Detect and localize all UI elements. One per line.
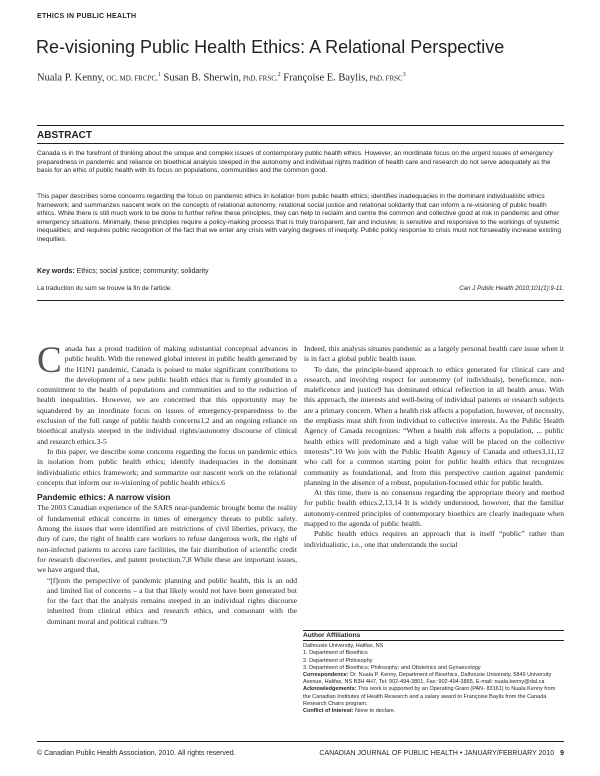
- coi-label: Conflict of Interest:: [303, 708, 354, 715]
- author-1-name: Nuala P. Kenny,: [37, 72, 105, 84]
- copyright: © Canadian Public Health Association, 2010. All rights reserved.: [37, 750, 236, 757]
- section-tag: ETHICS IN PUBLIC HEALTH: [37, 13, 137, 20]
- correspondence-text: Dr. Nuala P. Kenny, Department of Bioethics, Dalhousie University, 5849 University Avenue, Halifax, NS B3H 4H7, Tel: 902-494-3801, Fax: 902-494-3865, E-mail: nuala.kenny@dal.ca: [303, 672, 552, 686]
- body-paragraph: To date, the principle-based approach to ethics generated for clinical care and research, and involving respect for autonomy (of individuals), beneficence, non-maleficence and justice9 has dominated ethical reflection in all health areas. With this approach, the interests and well-being of individual patients or research subjects are a primary concern. When a health risk affects a population, however, of necessity, the emphasis must shift from individual to collective interests. As the Public Health Agency of Canada recognizes: “When a health risk affects a population, ... public health ethics will predominate and a high value will be placed on the collective interests”.10 We join with the Public Health Agency of Canada and others3,11,12 who call for a common starting point for public health ethics that recognizes community as foundational, and from this perspective caution against pandemic planning in the absence of a robust, population-focused ethic for public health.: [304, 364, 564, 487]
- journal-citation: Can J Public Health 2010;101(1):9-11.: [459, 285, 564, 292]
- section-heading-pandemic-ethics: Pandemic ethics: A narrow vision: [37, 492, 171, 503]
- footer-rule: [37, 741, 564, 742]
- acknowledgements-text: This work is supported by an Operating Grant (PAN- 83161) to Nuala Kenny from the Canadian Institutes of Health Research and a salary award to Françoise Baylis from the Canada Research Chairs program.: [303, 686, 556, 707]
- author-3-credentials: PhD, FRSC: [367, 74, 403, 83]
- article-title: Re-visioning Public Health Ethics: A Relational Perspective: [36, 37, 505, 57]
- translation-note: La traduction du sum se trouve la fin de l'article.: [37, 285, 173, 292]
- correspondence-label: Correspondence:: [303, 672, 349, 679]
- author-1-credentials: OC, MD, FRCPC,: [104, 74, 158, 83]
- journal-footer: [319, 750, 564, 757]
- conflict-of-interest: [303, 708, 564, 715]
- body-paragraph: The 2003 Canadian experience of the SARS near-pandemic brought home the reality of fundamental ethical concerns in times of emergency threats to public safety. Among the issues that were identified are restrictions of civil liberties, privacy, the duty of care, the right of health care workers to refuse dangerous work, the right of non-infected patients to access care facilities, the fair distribution of scientific credit for research discoveries, and patent protection.7,8 While these are important issues, we have argued that,: [37, 503, 297, 575]
- abstract-top-rule: [37, 125, 564, 126]
- body-paragraph: In this paper, we describe some concerns regarding the focus on pandemic ethics in isolation from public health ethics; identify inadequacies in the dominant individualistic ethics framework; and summarize our nascent work on the relational concepts that inform our re-visioning of public health ethics.6: [37, 446, 297, 487]
- block-quote: “[f]rom the perspective of pandemic planning and public health, this is an odd and limited list of concerns – a list that likely would not have been generated but for the fact that the analysis remains steeped in an individual rights discourse inherited from clinical ethics and research ethics, and consonant with the dominant moral and political culture.”9: [47, 575, 297, 626]
- intro-paragraph: [37, 340, 297, 447]
- keywords: [37, 268, 209, 275]
- left-column: [37, 340, 297, 627]
- intro-text: anada has a proud tradition of making substantial conceptual advances in public health. With the renewed global interest in public health generated by the H1N1 pandemic, Canada is poised to make significant contributions to the development of a new public health ethics that is firmly grounded in a commitment to the health of populations and communities and to the reduction of health inequalities. However, we are concerned that this opportunity may be squandered by an inordinate focus on issues of emergency-preparedness to the exclusion of the full range of public health concerns1,2 and an ongoing reliance on bioethical analysis steeped in the individual rights/autonomy discourse of clinical and research ethics.3-5: [37, 344, 297, 446]
- abstract-bottom-rule: [37, 300, 564, 301]
- body-paragraph: Public health ethics requires an approach that is itself “public” rather than individualistic, i.e., one that understands the social: [304, 529, 564, 549]
- author-affiliations-box: [303, 630, 564, 715]
- author-2-name: Susan B. Sherwin,: [160, 72, 242, 84]
- abstract-heading: ABSTRACT: [37, 130, 92, 141]
- author-3-affil: 3: [402, 72, 406, 78]
- acknowledgements: [303, 686, 564, 708]
- body-paragraph: Indeed, this analysis situates pandemic as a largely personal health care issue when it is in fact a global public health issue.: [304, 344, 564, 364]
- abstract-paragraph-1: Canada is in the forefront of thinking about the unique and complex issues of contemporary public health ethics. However, an inordinate focus on the urgent issues of emergency preparedness in pandemic and reliance on bioethical analysis steeped in the autonomy and individual rights tradition of health care and research do not serve adequately as the basis for an ethic of public health with its focus on populations, communities and the common good.: [37, 150, 553, 175]
- affiliation-dept-1: 1. Department of Bioethics: [303, 650, 368, 657]
- author-2-credentials: PhD, FRSC,: [241, 74, 278, 83]
- affiliation-dept-2: 2. Department of Philosophy: [303, 657, 373, 664]
- body-paragraph: At this time, there is no consensus regarding the appropriate theory and method for public health ethics.2,13,14 It is widely understood, however, that the familiar autonomy-centred principles of contemporary bioethics are clearly inadequate when mapped to the agenda of public health.: [304, 488, 564, 529]
- right-column: [304, 344, 564, 550]
- affiliation-dept-3: 3. Department of Bioethics; Philosophy; and Obstetrics and Gynaecology: [303, 664, 481, 671]
- author-list: [37, 72, 406, 84]
- drop-cap: C: [37, 340, 62, 381]
- author-1-affil: 1: [157, 72, 161, 78]
- coi-text: None to declare.: [353, 708, 396, 715]
- journal-name-date: CANADIAN JOURNAL OF PUBLIC HEALTH • JANUARY/FEBRUARY 2010: [319, 750, 555, 757]
- keywords-label: Key words:: [37, 268, 75, 275]
- abstract-heading-rule: [37, 143, 564, 144]
- acknowledgements-label: Acknowledgements:: [303, 686, 357, 693]
- author-3-name: Françoise E. Baylis,: [280, 72, 368, 84]
- abstract-paragraph-2: This paper describes some concerns regarding the focus on pandemic ethics in isolation from public health ethics; identifies inadequacies in the dominant individualistic ethics framework; and summarizes nascent work on the concepts of relational autonomy, relational social justice and relational solidarity that can inform a re-visioning of public health ethics. While there is still much work to be done to further refine these principles, they can help to reclaim and centre the common and collective good at risk in pandemic and other emergency situations. Minimally, these principles require a policy-making process that is truly transparent, fair and inclusive; is sensitive and responsive to the workings of systemic inequalities; and requires public recognition of the fact that we enter any crisis with varying degrees of inequity. Public policy response to crisis must not forseeably increase existing inequities.: [37, 193, 561, 243]
- correspondence: [303, 672, 564, 686]
- page-number: 9: [560, 750, 564, 757]
- keywords-list: Ethics; social justice; community; solidarity: [74, 268, 209, 275]
- affiliation-university: Dalhousie University, Halifax, NS: [303, 643, 384, 650]
- affiliations-heading: Author Affiliations: [303, 630, 564, 641]
- author-2-affil: 2: [277, 72, 281, 78]
